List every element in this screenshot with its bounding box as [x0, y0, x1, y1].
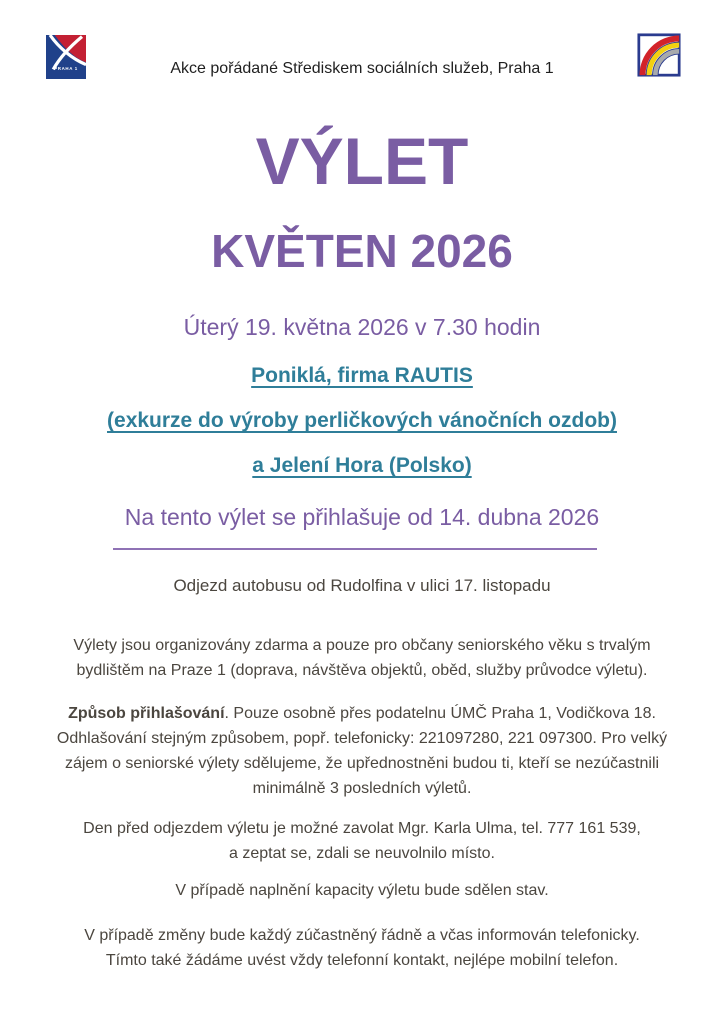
- rainbow-logo: [637, 33, 681, 77]
- paragraph-change-note: V případě změny bude každý zúčastněný řádně a včas informován telefonicky. Tímto také žádáme uvést vždy telefonní kontakt, nejlépe mobilní telefon.: [84, 927, 640, 969]
- praha-1-logo-text: PRAHA 1: [54, 66, 78, 72]
- divider-line: [113, 548, 597, 550]
- organizer-header-line: Akce pořádané Střediskem sociálních služeb, Praha 1: [170, 60, 554, 77]
- signup-start-line: Na tento výlet se přihlašuje od 14. dubna 2026: [124, 504, 600, 530]
- rainbow-logo-graphic: [637, 33, 681, 77]
- paragraph-signup-method: [0, 701, 724, 801]
- trip-datetime-line: Úterý 19. května 2026 v 7.30 hodin: [183, 314, 541, 340]
- destination-line-3: a Jelení Hora (Polsko): [252, 454, 472, 477]
- poster-title: VÝLET: [255, 124, 469, 198]
- signup-method-lead-rest: . Pouze osobně přes podatelnu ÚMČ Praha 1, Vodičkova 18.: [224, 705, 656, 722]
- signup-method-rest: Odhlašování stejným způsobem, popř. telefonicky: 221097280, 221 097300. Pro velký zájem o seniorské výlety sdělujeme, že upřednostněni budou ti, kteří se nezúčastnili minimálně 3 posledních výletů.: [56, 730, 668, 797]
- destination-line-2: (exkurze do výroby perličkových vánočních ozdob): [107, 409, 617, 432]
- departure-line: Odjezd autobusu od Rudolfina v ulici 17. listopadu: [173, 576, 551, 595]
- destination-line-1: Poniklá, firma RAUTIS: [251, 364, 473, 387]
- paragraph-call-day-before: Den před odjezdem výletu je možné zavolat Mgr. Karla Ulma, tel. 777 161 539, a zeptat se, zdali se neuvolnilo místo.: [83, 820, 641, 862]
- paragraph-capacity-note: V případě naplnění kapacity výletu bude sdělen stav.: [175, 882, 549, 899]
- signup-method-lead: Způsob přihlašování: [68, 705, 225, 722]
- poster-subtitle: KVĚTEN 2026: [211, 225, 513, 277]
- paragraph-free-trip: Výlety jsou organizovány zdarma a pouze pro občany seniorského věku s trvalým bydlištěm na Praze 1 (doprava, návštěva objektů, oběd, služby průvodce výletu).: [73, 637, 651, 679]
